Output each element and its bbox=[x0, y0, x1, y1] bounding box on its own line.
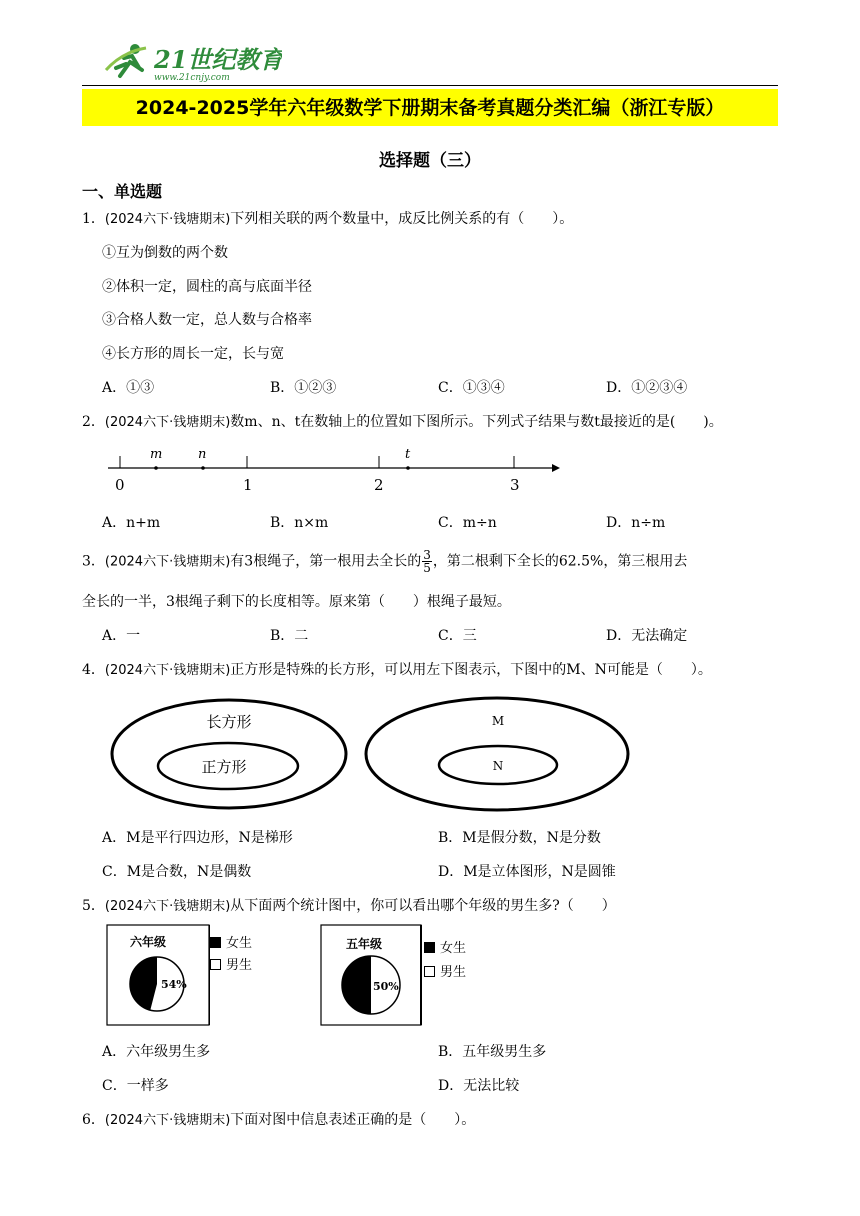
q2-option-d: D．n÷m bbox=[606, 515, 666, 531]
q2-option-b: B．n×m bbox=[270, 515, 329, 531]
question-stem: 数m、n、t在数轴上的位置如下图所示。下列式子结果与数t最接近的是( )。 bbox=[230, 414, 723, 430]
pie-title: 五年级 bbox=[346, 937, 383, 951]
logo-runner-icon bbox=[102, 40, 282, 84]
question-number: 2． bbox=[82, 414, 105, 430]
question-stem-part1: 有3根绳子，第一根用去全长的 bbox=[230, 553, 422, 570]
q2-option-c: C．m÷n bbox=[438, 515, 497, 531]
venn-right bbox=[355, 690, 655, 816]
q1-option-c: C．①③④ bbox=[438, 380, 505, 396]
point-n bbox=[201, 466, 205, 470]
logo-text: 21世纪教育 bbox=[154, 45, 282, 74]
logo-url: www.21cnjy.com bbox=[154, 73, 230, 83]
tick-0: 0 bbox=[115, 476, 125, 494]
q3-option-a: A．一 bbox=[102, 628, 141, 644]
legend-swatch-female bbox=[424, 942, 435, 953]
fraction bbox=[422, 549, 432, 574]
question-source: (2024六下·钱塘期末) bbox=[104, 663, 231, 678]
q5-option-a: A．六年级男生多 bbox=[102, 1044, 211, 1060]
question-3 bbox=[82, 549, 687, 574]
question-stem-part2: ，第二根剩下全长的62.5%，第三根用去 bbox=[432, 553, 688, 570]
tick-3: 3 bbox=[510, 476, 520, 494]
venn-left-outer-label: 长方形 bbox=[206, 713, 252, 731]
q2-option-a: A．n+m bbox=[102, 515, 161, 531]
tick-2: 2 bbox=[374, 476, 384, 494]
question-4 bbox=[82, 659, 712, 679]
q4-option-a: A．M是平行四边形，N是梯形 bbox=[102, 830, 293, 846]
page-subtitle: 选择题（三） bbox=[379, 151, 481, 171]
label-t: t bbox=[405, 447, 411, 462]
legend-swatch-male bbox=[210, 959, 221, 970]
header-divider bbox=[82, 85, 778, 86]
number-line bbox=[100, 440, 570, 498]
q3-option-d: D．无法确定 bbox=[606, 628, 688, 644]
question-number: 1． bbox=[82, 211, 105, 227]
legend-female: 女生 bbox=[440, 941, 467, 956]
question-source: (2024六下·钱塘期末) bbox=[104, 899, 231, 914]
q5-option-d: D．无法比较 bbox=[438, 1078, 520, 1094]
question-2 bbox=[82, 411, 723, 431]
question-5 bbox=[82, 895, 616, 915]
question-source: (2024六下·钱塘期末) bbox=[104, 1113, 231, 1128]
pie-label: 50% bbox=[373, 980, 399, 993]
point-m bbox=[154, 466, 158, 470]
question-3-line2: 全长的一半，3根绳子剩下的长度相等。原来第（ ）根绳子最短。 bbox=[82, 594, 511, 610]
legend-swatch-female bbox=[210, 937, 221, 948]
label-n: n bbox=[198, 447, 207, 462]
question-source: (2024六下·钱塘期末) bbox=[104, 212, 231, 227]
venn-right-inner-label: N bbox=[492, 759, 504, 773]
question-source: (2024六下·钱塘期末) bbox=[104, 415, 231, 430]
question-number: 6． bbox=[82, 1112, 105, 1128]
question-source: (2024六下·钱塘期末) bbox=[104, 554, 231, 570]
question-1 bbox=[82, 208, 573, 228]
q4-option-d: D．M是立体图形，N是圆锥 bbox=[438, 864, 616, 880]
q1-item-3: ③合格人数一定，总人数与合格率 bbox=[102, 312, 312, 328]
q5-option-c: C．一样多 bbox=[102, 1078, 169, 1094]
q1-item-2: ②体积一定，圆柱的高与底面半径 bbox=[102, 279, 312, 295]
tick-1: 1 bbox=[243, 476, 253, 494]
question-number: 3． bbox=[82, 553, 105, 570]
logo bbox=[102, 40, 282, 84]
q1-item-1: ①互为倒数的两个数 bbox=[102, 245, 228, 261]
q1-item-4: ④长方形的周长一定，长与宽 bbox=[102, 346, 284, 362]
question-stem: 下面对图中信息表述正确的是（ ）。 bbox=[230, 1112, 476, 1128]
fraction-denominator: 5 bbox=[423, 561, 431, 575]
pie-title: 六年级 bbox=[130, 935, 167, 949]
section-title: 一、单选题 bbox=[82, 182, 163, 201]
legend-female: 女生 bbox=[226, 936, 253, 951]
label-m: m bbox=[150, 447, 163, 462]
q1-option-b: B．①②③ bbox=[270, 380, 337, 396]
pie-legend-grade5 bbox=[424, 937, 466, 980]
q5-option-b: B．五年级男生多 bbox=[438, 1044, 547, 1060]
question-stem: 从下面两个统计图中，你可以看出哪个年级的男生多?（ ） bbox=[230, 898, 616, 914]
legend-male: 男生 bbox=[440, 965, 467, 980]
fraction-numerator: 3 bbox=[423, 548, 431, 562]
q4-option-c: C．M是合数，N是偶数 bbox=[102, 864, 252, 880]
pie-chart-grade6 bbox=[106, 924, 210, 1026]
q4-option-b: B．M是假分数，N是分数 bbox=[438, 830, 601, 846]
question-stem: 下列相关联的两个数量中，成反比例关系的有（ ）。 bbox=[230, 211, 574, 227]
venn-right-outer-label: M bbox=[491, 714, 505, 728]
pie-slice-female bbox=[342, 956, 371, 1014]
point-t bbox=[406, 466, 410, 470]
pie-legend-grade6 bbox=[210, 932, 252, 973]
q3-option-b: B．二 bbox=[270, 628, 309, 644]
pie-chart-grade5 bbox=[320, 924, 422, 1026]
pie-label: 54% bbox=[161, 978, 187, 991]
venn-left-inner-label: 正方形 bbox=[201, 758, 247, 776]
q1-option-a: A．①③ bbox=[102, 380, 155, 396]
page-title: 2024-2025学年六年级数学下册期末备考真题分类汇编（浙江专版） bbox=[135, 97, 725, 119]
question-number: 4． bbox=[82, 662, 105, 678]
question-stem: 正方形是特殊的长方形，可以用左下图表示，下图中的M、N可能是（ ）。 bbox=[230, 662, 712, 678]
question-number: 5． bbox=[82, 898, 105, 914]
q1-option-d: D．①②③④ bbox=[606, 380, 688, 396]
legend-swatch-male bbox=[424, 966, 435, 977]
legend-male: 男生 bbox=[226, 958, 253, 973]
question-6 bbox=[82, 1109, 475, 1129]
q3-option-c: C．三 bbox=[438, 628, 477, 644]
